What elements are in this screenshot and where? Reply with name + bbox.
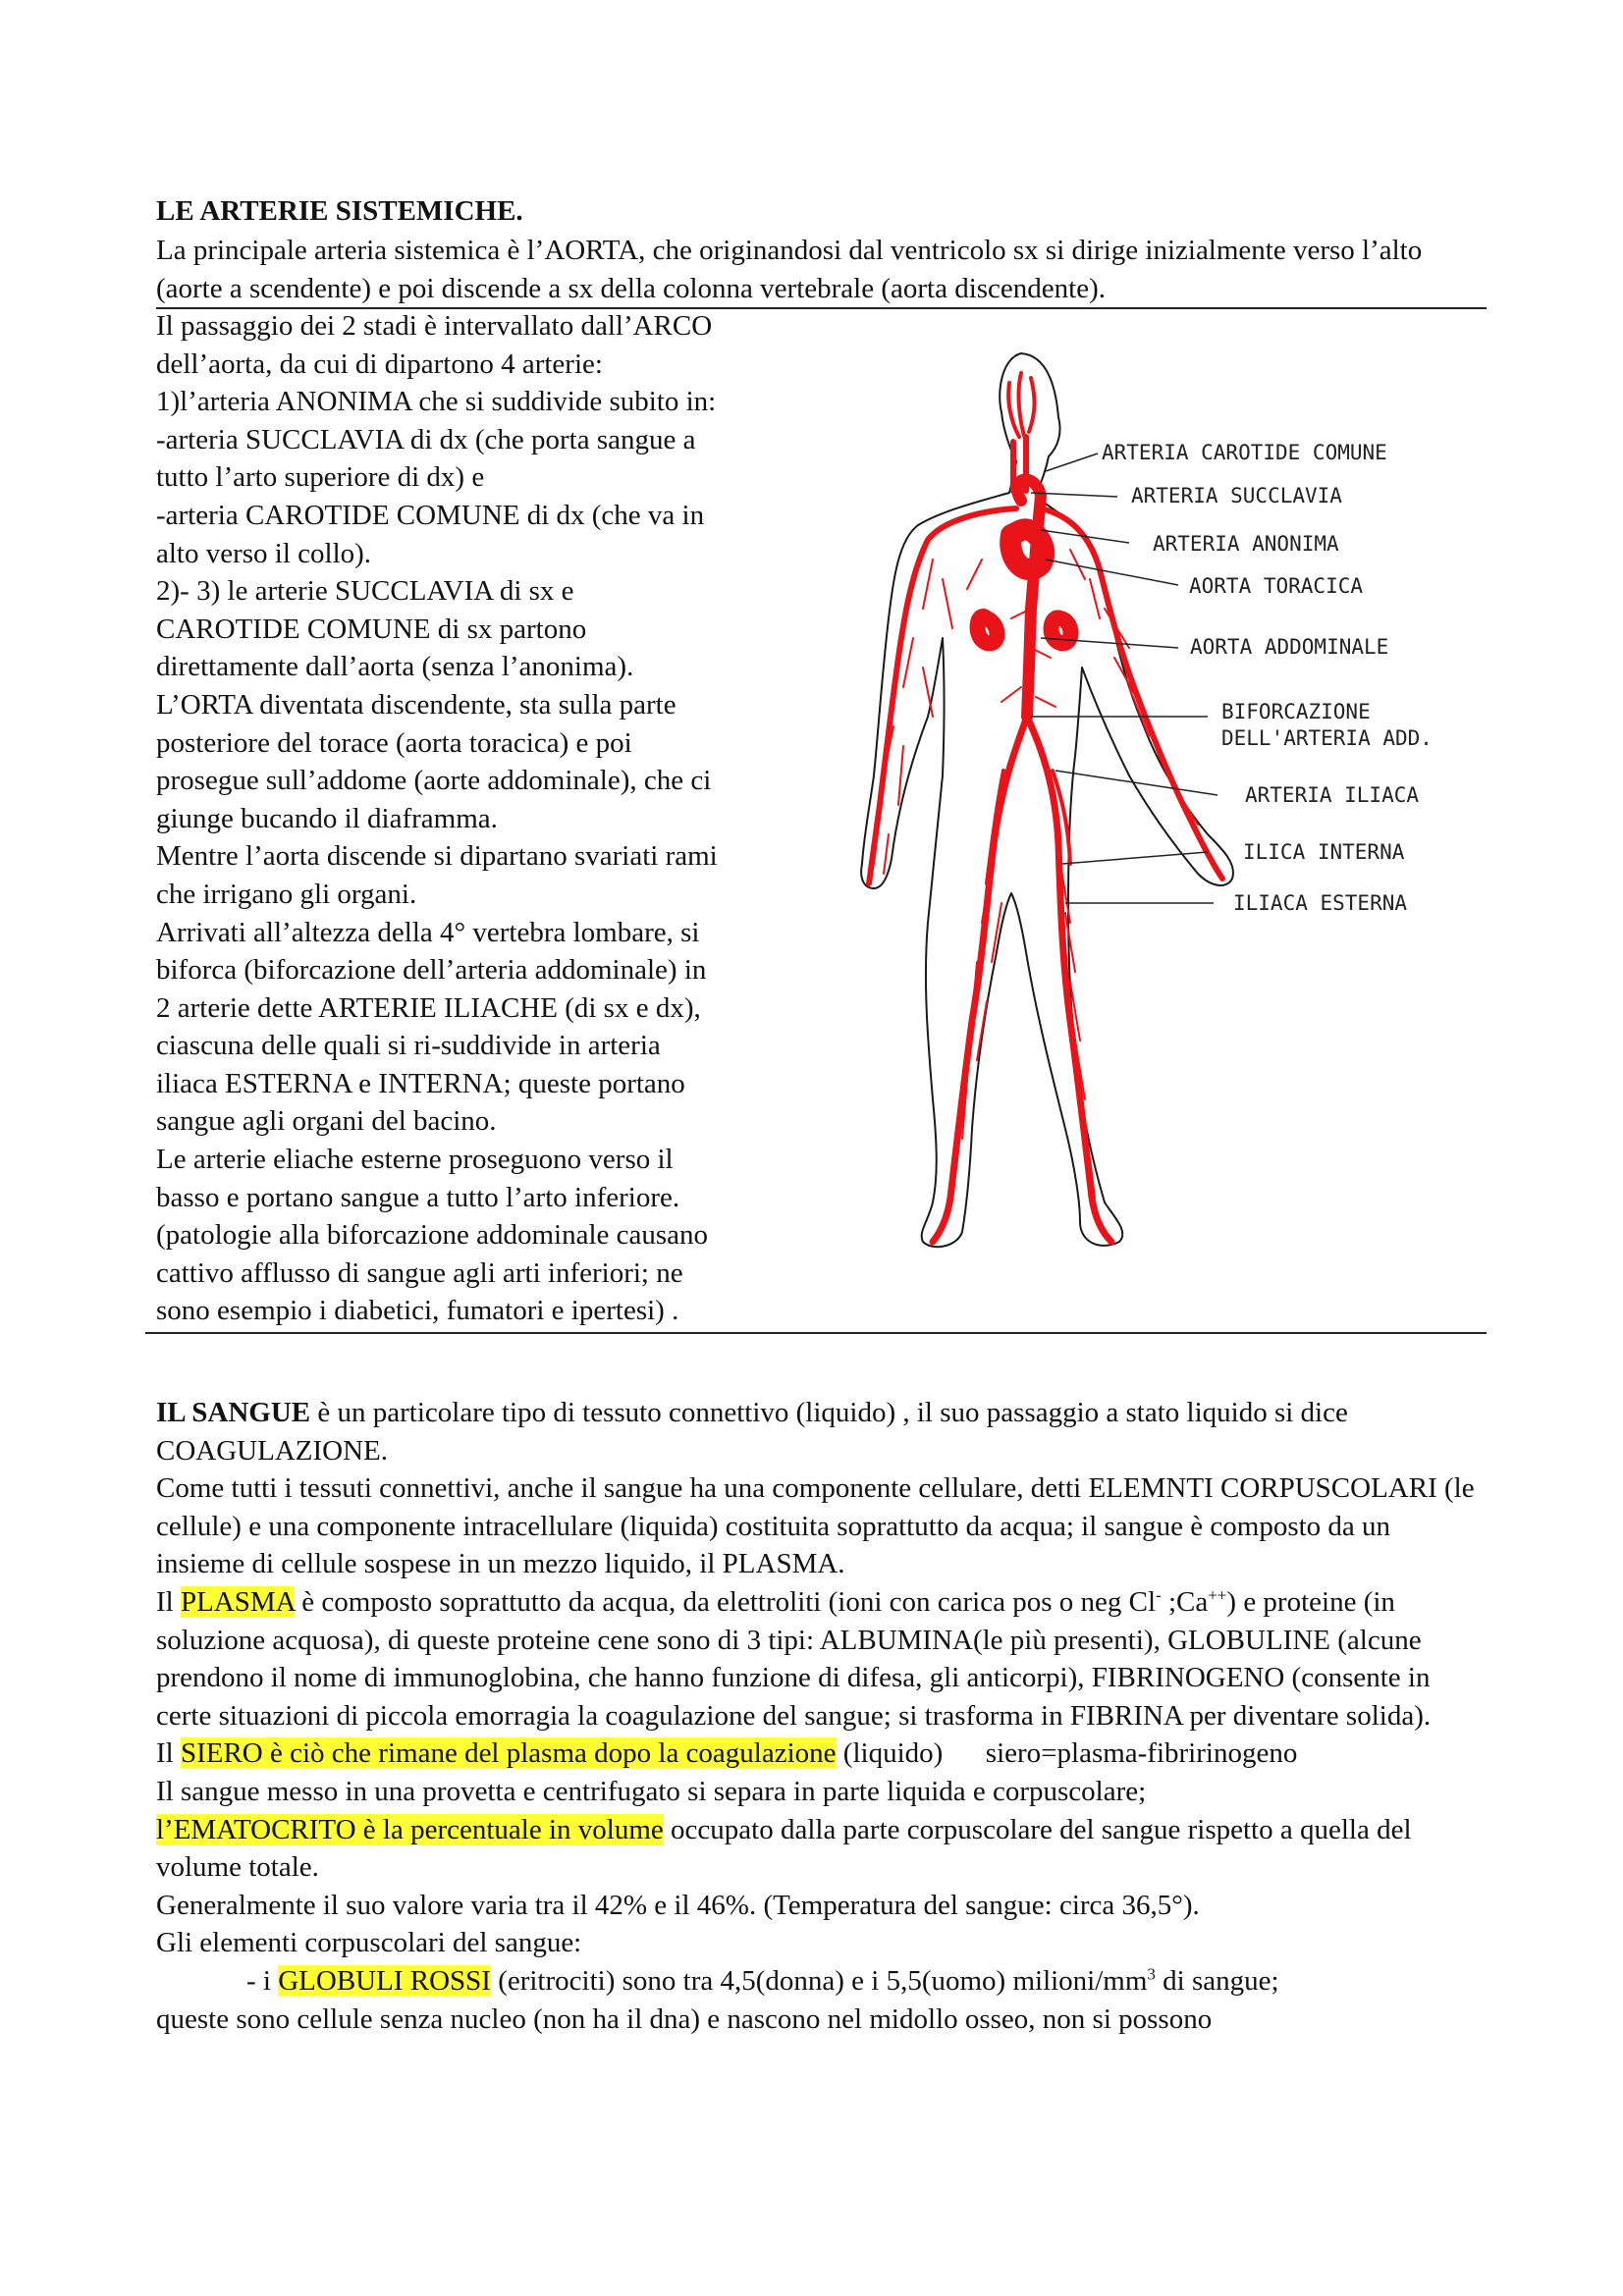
text-line: -arteria SUCCLAVIA di dx (che porta sangue a [156,423,696,455]
superscript: 3 [1147,1964,1156,1984]
paragraph [156,1735,1477,1773]
paragraph: queste sono cellule senza nucleo (non ha il dna) e nascono nel midollo osseo, non si possono [156,2002,1213,2035]
paragraph-text: è un particolare tipo di tessuto connettivo (liquido) , il suo passaggio a stato liquido si dice COAGULAZIONE. [156,1397,1348,1467]
highlight-ematocrito: l’EMATOCRITO è la percentuale in volume [156,1813,664,1845]
text-line: giunge bucando il diaframma. [156,802,498,834]
text: (liquido) siero=plasma-fibririnogeno [842,1737,1298,1770]
paragraph [156,1962,1477,2001]
text: occupato dalla parte corpuscolare del sangue rispetto a quella del volume totale. [156,1813,1412,1884]
paragraph [156,1811,1477,1887]
text-line: alto verso il collo). [156,537,372,569]
label-iliaca-esterna: ILIACA ESTERNA [1233,891,1408,915]
text-line: L’ORTA diventata discendente, sta sulla parte [156,688,676,721]
paragraph [156,1583,1477,1735]
label-succlavia: ARTERIA SUCCLAVIA [1131,484,1342,507]
text-line: sangue agli organi del bacino. [156,1105,497,1138]
highlight-plasma: PLASMA [180,1585,296,1618]
superscript: ++ [1208,1585,1227,1605]
arteries-text-column [156,307,819,1330]
text-line: Le arterie eliache esterne proseguono verso il [156,1144,674,1176]
text-line: 1)l’arteria ANONIMA che si suddivide subito in: [156,386,717,418]
paragraph [156,1394,1477,1469]
label-biforcazione: BIFORCAZIONE [1221,700,1371,723]
text-line: Mentre l’aorta discende si dipartano svariati rami [156,840,718,873]
label-ilica-interna: ILICA INTERNA [1243,840,1405,864]
paragraph: Il sangue messo in una provetta e centrifugato si separa in parte liquida e corpuscolare; [156,1775,1147,1807]
indented-line [156,1962,1477,2001]
text-line: cattivo afflusso di sangue agli arti inferiori; ne [156,1256,683,1289]
section-title-sangue: IL SANGUE [156,1397,311,1428]
text-line: basso e portano sangue a tutto l’arto inferiore. [156,1181,680,1213]
label-aorta-toracica: AORTA TORACICA [1189,574,1364,598]
text-line: prosegue sull’addome (aorte addominale), che ci [156,765,712,797]
text: ;Ca [1161,1585,1209,1618]
text: - i [246,1964,271,1997]
text: (eritrociti) sono tra 4,5(donna) e i 5,5(uomo) milioni/mm [498,1964,1148,1997]
section-title-arterie: LE ARTERIE SISTEMICHE. [156,195,523,227]
text-line: ciascuna delle quali si ri-suddivide in arteria [156,1030,661,1062]
text: Il [156,1585,174,1618]
highlight-globuli-rossi: GLOBULI ROSSI [278,1964,491,1997]
text-line: che irrigano gli organi. [156,878,417,910]
text-line: iliaca ESTERNA e INTERNA; queste portano [156,1067,685,1099]
label-aorta-addominale: AORTA ADDOMINALE [1190,635,1389,659]
text-line: sono esempio i diabetici, fumatori e ipertesi) . [156,1295,679,1327]
text-line: dell’aorta, da cui di dipartono 4 arterie: [156,347,603,380]
intro-paragraph: La principale arteria sistemica è l’AORTA, che originandosi dal ventricolo sx si dirige inizialmente verso l’alto (aorte a scendente) e poi discende a sx della colonna vertebrale (aorta discendente). [156,235,1423,304]
text-line: tutto l’arto superiore di dx) e [156,461,485,494]
paragraph: Come tutti i tessuti connettivi, anche il sangue ha una componente cellulare, detti ELEMNTI CORPUSCOLARI (le cellule) e una componente intracellulare (liquida) costituita soprattutto da acqua; il sangue è composto da un insieme di cellule sospese in un mezzo liquido, il PLASMA. [156,1472,1475,1580]
text-line: Arrivati all’altezza della 4° vertebra lombare, si [156,916,700,948]
divider-bottom [145,1332,1487,1334]
text-line: 2 arterie dette ARTERIE ILIACHE (di sx e dx), [156,991,701,1024]
highlight-siero: SIERO è ciò che rimane del plasma dopo la coagulazione [180,1737,837,1770]
text-line: 2)- 3) le arterie SUCCLAVIA di sx e [156,575,574,608]
text-line: -arteria CAROTIDE COMUNE di dx (che va in [156,499,705,531]
text-line: biforca (biforcazione dell’arteria addominale) in [156,954,707,987]
text-line: Il passaggio dei 2 stadi è intervallato dall’ARCO [156,310,713,342]
label-arteria-iliaca: ARTERIA ILIACA [1245,783,1420,807]
text-line: posteriore del torace (aorta toracica) e poi [156,726,632,759]
paragraph: Generalmente il suo valore varia tra il 42% e il 46%. (Temperatura del sangue: circa 36,5°). [156,1889,1200,1921]
text-line: direttamente dall’aorta (senza l’anonima). [156,651,634,683]
label-carotide-comune: ARTERIA CAROTIDE COMUNE [1102,441,1387,464]
sangue-section [156,1394,1477,2038]
superscript: - [1156,1585,1162,1605]
label-anonima: ARTERIA ANONIMA [1153,532,1339,556]
text-line: CAROTIDE COMUNE di sx partono [156,613,587,645]
text: di sangue; [1163,1964,1279,1997]
arterial-system-figure [835,314,1473,1276]
text-line: (patologie alla biforcazione addominale causano [156,1219,709,1252]
text: Il [156,1737,174,1770]
label-biforcazione-2: DELL'ARTERIA ADD. [1221,726,1433,750]
paragraph: Gli elementi corpuscolari del sangue: [156,1927,582,1959]
text: è composto soprattutto da acqua, da elettroliti (ioni con carica pos o neg Cl [301,1585,1157,1618]
text: ) e proteine (in soluzione acquosa), di queste proteine cene sono di 3 tipi: ALBUMINA(le più presenti), GLOBULINE (alcune prendono il nome di immunoglobina, che hanno funzione di difesa, gli anticorpi), FIBRINOGENO (consente in certe situazioni di piccola emorragia la coagulazione del sangue; si trasforma in FIBRINA per diventare solida). [156,1585,1432,1732]
